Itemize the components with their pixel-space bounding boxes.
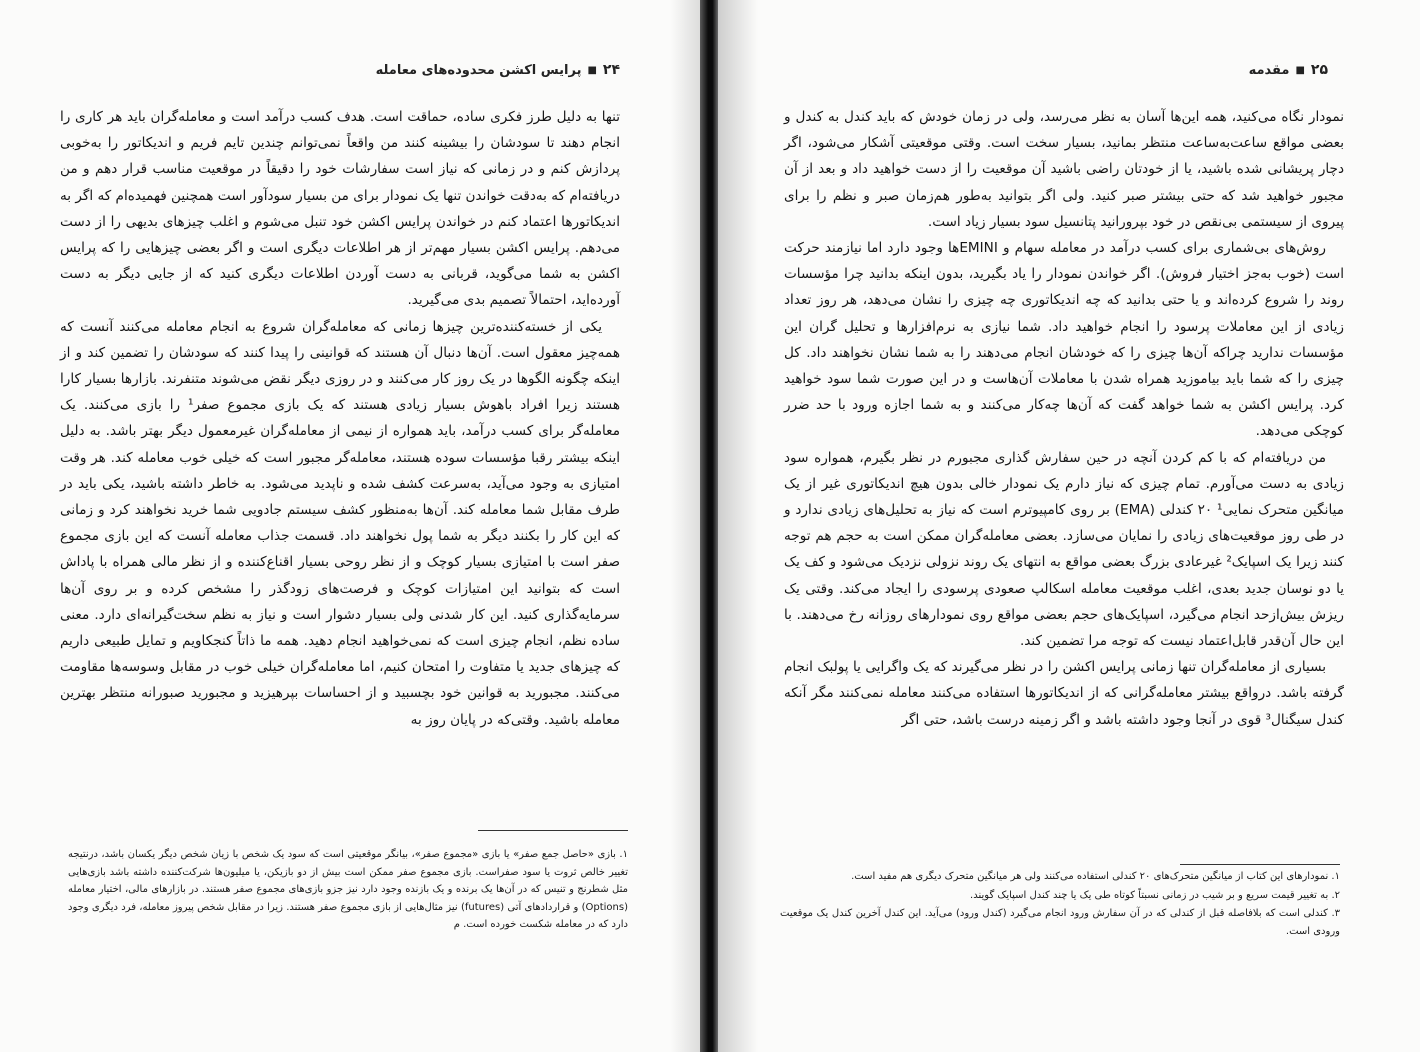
gutter-shadow bbox=[718, 0, 758, 1052]
footnote: ۱. بازی «حاصل جمع صفر» یا بازی «مجموع صفر»، بیانگر موقعیتی است که سود یک شخص با زیان شخص دیگر یکسان باشد، درنتیجه تغییر خالص ثروت یا سود صفراست. بازی مجموع صفر ممکن است بیش از دو بازیکن، یا میلیون‌ها شرکت‌کننده داشته باشد بازی‌هایی مثل شطرنج و تنیس که در آن‌ها یک برنده و یک بازنده وجود دارد نیز جزو بازی‌های مجموع صفر هستند. در بازارهای مالی، اختیار معامله (Options) و قراردادهای آتی (futures) نیز مثال‌هایی از بازی مجموع صفر هستند. زیرا در مقابل شخص پیروز معامله، فرد دیگری وجود دارد که در معامله شکست خورده است. م bbox=[68, 849, 628, 930]
footnotes bbox=[780, 868, 1340, 941]
running-header bbox=[1249, 62, 1328, 78]
right-page bbox=[718, 0, 1420, 1052]
paragraph: یکی از خسته‌کننده‌ترین چیزها زمانی که معامله‌گران شروع به انجام معامله می‌کنند آنست که همه‌چیز معقول است. آن‌ها دنبال آن هستند که قوانینی را پیدا کنند که سودشان را تضمین کند و از اینکه چگونه الگوها در یک روز کار می‌کنند و در روزی دیگر نقض می‌شوند متنفرند. بازارها بسیار کارا هستند زیرا افراد باهوش بسیار زیادی هستند که یک بازی مجموع صفر¹ را بازی می‌کنند. یک معامله‌گر برای کسب درآمد، باید همواره از نیمی از معامله‌گران غیرمعمول دیگر بهتر باشد. به دلیل اینکه بیشتر رقبا مؤسسات سوده هستند، معامله‌گر مجبور است که خیلی خوب معامله کند. هر وقت امتیازی به وجود می‌آید، به‌سرعت کشف شده و ناپدید می‌شود. به خاطر داشته باشید، یکی باید در طرف مقابل شما معامله کند. آن‌ها به‌منظور کشف سیستم جادویی شما خرید نخواهند کرد و زمانی که این کار را بکنند دیگر به شما پول نخواهند داد. قسمت جذاب معامله آنست که این بازی مجموع صفر است با امتیازی بسیار کوچک و از نظر روحی بسیار اقناع‌کننده و از نظر مالی همراه با پاداش است که بتوانید این امتیازات کوچک و فرصت‌های زودگذر را مشخص کرده و بر روی آن‌ها سرمایه‌گذاری کنید. این کار شدنی ولی بسیار دشوار است و نیاز به نظم سخت‌گیرانه‌ای دارد. معنی ساده نظم، انجام چیزی است که نمی‌خواهید انجام دهید. همه ما ذاتاً کنجکاویم و تمایل طبیعی داریم که چیزهای جدید یا متفاوت را امتحان کنیم، اما معامله‌گران خیلی خوب در مقابل وسوسه‌ها مقاومت می‌کنند. مجبورید به قوانین خود بچسبید و از احساسات بپرهیزید و مجبورید صبورانه منتظر بهترین معامله باشید. وقتی‌که در پایان روز به bbox=[60, 318, 621, 728]
running-title: پرایس اکشن محدوده‌های معامله bbox=[375, 63, 582, 78]
page-number: ۲۵ bbox=[1310, 62, 1328, 78]
body-text bbox=[60, 104, 620, 733]
book-spine bbox=[700, 0, 718, 1052]
footnote-divider bbox=[1180, 864, 1340, 865]
paragraph: روش‌های بی‌شماری برای کسب درآمد در معامله سهام و EMINIها وجود دارد اما نیازمند حرکت است (خوب به‌جز اختیار فروش). اگر خواندن نمودار را یاد بگیرید، بدون اینکه بدانید چرا مؤسسات روند را شروع کرده‌اند و یا حتی بدانید که چه اندیکاتوری چه چیزی را نشان می‌دهد، هر روز تعداد زیادی از این معاملات پرسود را انجام خواهید داد. شما نیازی به نرم‌افزارها و تحلیل گران این مؤسسات ندارید چراکه آن‌ها چیزی را که خودشان انجام می‌دهند را به شما نشان نخواهند داد. کل چیزی را که شما باید بیاموزید همراه شدن با معاملات آن‌هاست و در این صورت شما سود خواهید کرد. پرایس اکشن به شما خواهد گفت که آن‌ها چه‌کار می‌کنند و به شما اجازه ورود با حد ضرر کوچکی می‌دهد. bbox=[784, 240, 1344, 440]
page-number: ۲۴ bbox=[602, 62, 620, 78]
footnote: ۲. به تغییر قیمت سریع و بر شیب در زمانی نسبتاً کوتاه طی یک یا چند کندل اسپایک گویند. bbox=[970, 889, 1340, 901]
body-text bbox=[784, 104, 1344, 733]
paragraph: تنها به دلیل طرز فکری ساده، حماقت است. هدف کسب درآمد است و معامله‌گران باید هر کاری را انجام دهند تا سودشان را بیشینه کنند من واقعاً نمی‌توانم چندین تایم فریم و اندیکاتور را به‌خوبی پردازش کنم و در زمانی که نیاز است سفارشات خود را دقیقاً در موقعیت مناسب قرار دهم و من دریافته‌ام که به‌دقت خواندن تنها یک نمودار برای من بسیار سودآور است همچنین فهمیده‌ام که اگر به اندیکاتورها اعتماد کنم در خواندن پرایس اکشن خود تنبل می‌شوم و اغلب چیزهای بدیهی را از دست می‌دهم. پرایس اکشن بسیار مهم‌تر از هر اطلاعات دیگری است و اگر بعضی چیزهایی را که پرایس اکشن به شما می‌گوید، قربانی به دست آوردن اطلاعات دیگری کنید که از جایی دیگر به دست آورده‌اید، احتمالاً تصمیم بدی می‌گیرید. bbox=[60, 109, 620, 309]
footnotes bbox=[68, 846, 628, 935]
paragraph: من دریافته‌ام که با کم کردن آنچه در حین سفارش گذاری مجبورم در نظر بگیرم، همواره سود زیادی به دست می‌آورم. تمام چیزی که نیاز دارم یک نمودار خالی بدون هیچ اندیکاتوری غیر از یک میانگین متحرک نمایی¹ ۲۰ کندلی (EMA) بر روی کامپیوترم است که نیاز به تحلیل‌های زیادی ندارد و در طی روز موقعیت‌های زیادی را نمایان می‌سازد. بعضی معامله‌گران ممکن است به حجم هم توجه کنند زیرا یک اسپایک² غیرعادی بزرگ بعضی مواقع به انتهای یک روند نزولی نزدیک می‌شود و کف یک یا دو نوسان جدید بعدی، اغلب موقعیت معامله اسکالپ صعودی پرسودی را ایجاد می‌کند. وقتی یک ریزش بیش‌ازحد انجام می‌گیرد، اسپایک‌های حجم بعضی مواقع روی نمودارهای روزانه رخ می‌دهند. با این حال آن‌قدر قابل‌اعتماد نیست که توجه مرا تضمین کند. bbox=[784, 449, 1344, 650]
footnote: ۱. نمودارهای این کتاب از میانگین متحرک‌های ۲۰ کندلی استفاده می‌کنند ولی هر میانگین متحرک دیگری هم مفید است. bbox=[851, 871, 1340, 882]
paragraph: بسیاری از معامله‌گران تنها زمانی پرایس اکشن را در نظر می‌گیرند که یک واگرایی یا پولبک انجام گرفته باشد. درواقع بیشتر معامله‌گرانی که از اندیکاتورها استفاده می‌کنند معامله نمی‌کنند مگر آنکه کندل سیگنال³ قوی در آنجا وجود داشته باشد و اگر زمینه درست باشد، حتی اگر bbox=[784, 659, 1344, 728]
gutter-shadow bbox=[670, 0, 700, 1052]
left-page bbox=[0, 0, 700, 1052]
square-bullet-icon: ■ bbox=[1295, 65, 1305, 76]
running-title: مقدمه bbox=[1248, 63, 1290, 78]
paragraph: نمودار نگاه می‌کنید، همه این‌ها آسان به نظر می‌رسد، ولی در زمان خودش که باید کندل به کندل و بعضی مواقع ساعت‌به‌ساعت منتظر بمانید، بسیار سخت است. وقتی موقعیتی آشکار می‌شود، اگر دچار پریشانی شده باشید، یا از خودتان راضی باشید آن موقعیت را از دست خواهید داد و بعد از آن مجبور خواهید شد که حتی بیشتر صبر کنید. ولی اگر بتوانید به‌طور هم‌زمان صبر و نظم را برای پیروی از سیستمی بی‌نقص در خود بپرورانید پتانسیل سود بسیار زیاد است. bbox=[784, 109, 1344, 230]
footnote-divider bbox=[478, 830, 628, 831]
square-bullet-icon: ■ bbox=[587, 65, 597, 76]
footnote: ۳. کندلی است که بلافاصله قبل از کندلی که در آن سفارش ورود انجام می‌گیرد (کندل ورود) می‌آید. این کندل آخرین کندل یک موقعیت ورودی است. bbox=[780, 908, 1340, 937]
running-header bbox=[376, 62, 620, 78]
